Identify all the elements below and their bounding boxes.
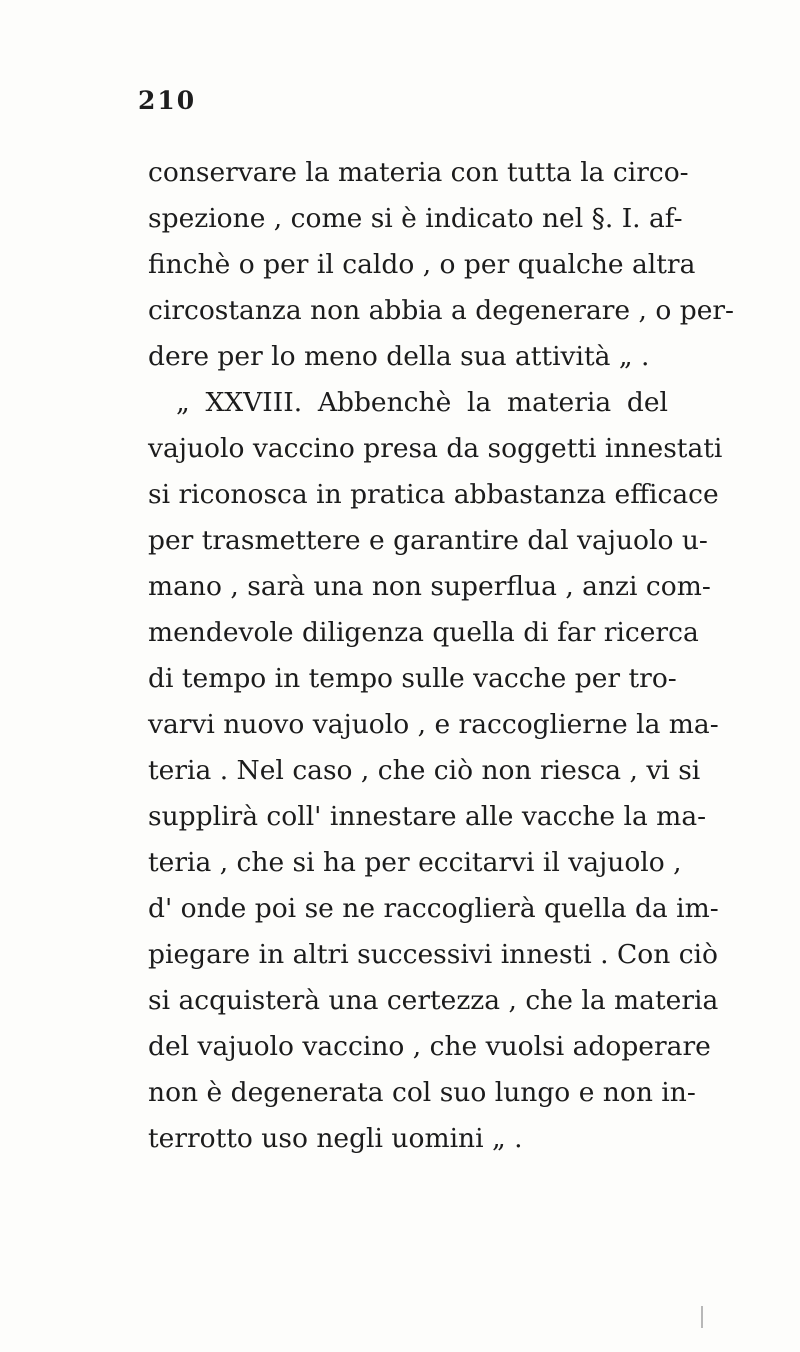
text-line: teria , che si ha per eccitarvi il vajuolo , bbox=[148, 847, 682, 878]
text-line: piegare in altri successivi innesti . Con ciò bbox=[148, 939, 718, 970]
text-line: per trasmettere e garantire dal vajuolo u- bbox=[148, 525, 708, 556]
text-line: teria . Nel caso , che ciò non riesca , vi si bbox=[148, 755, 701, 786]
text-line: terrotto uso negli uomini „ . bbox=[148, 1123, 523, 1154]
page-number: 210 bbox=[138, 86, 197, 115]
text-line: di tempo in tempo sulle vacche per tro- bbox=[148, 663, 677, 694]
text-line: spezione , come si è indicato nel §. I. af- bbox=[148, 203, 683, 234]
text-line: varvi nuovo vajuolo , e raccoglierne la ma- bbox=[148, 709, 719, 740]
text-line: finchè o per il caldo , o per qualche altra bbox=[148, 249, 696, 280]
text-line: mano , sarà una non superflua , anzi com- bbox=[148, 571, 711, 602]
text-line: circostanza non abbia a degenerare , o per- bbox=[148, 295, 735, 326]
text-line: „ XXVIII. Abbenchè la materia del bbox=[176, 387, 668, 418]
body-text bbox=[148, 150, 735, 1162]
text-line: mendevole diligenza quella di far ricerca bbox=[148, 617, 699, 648]
text-line: vajuolo vaccino presa da soggetti innestati bbox=[148, 433, 723, 464]
scan-edge-mark bbox=[701, 1306, 703, 1328]
text-line: dere per lo meno della sua attività „ . bbox=[148, 341, 650, 372]
text-line: si riconosca in pratica abbastanza efficace bbox=[148, 479, 719, 510]
text-line: supplirà coll' innestare alle vacche la ma- bbox=[148, 801, 707, 832]
text-line: del vajuolo vaccino , che vuolsi adoperare bbox=[148, 1031, 711, 1062]
text-line: d' onde poi se ne raccoglierà quella da im- bbox=[148, 893, 719, 924]
text-line: conservare la materia con tutta la circo- bbox=[148, 157, 689, 188]
text-line: non è degenerata col suo lungo e non in- bbox=[148, 1077, 696, 1108]
text-line: si acquisterà una certezza , che la materia bbox=[148, 985, 719, 1016]
